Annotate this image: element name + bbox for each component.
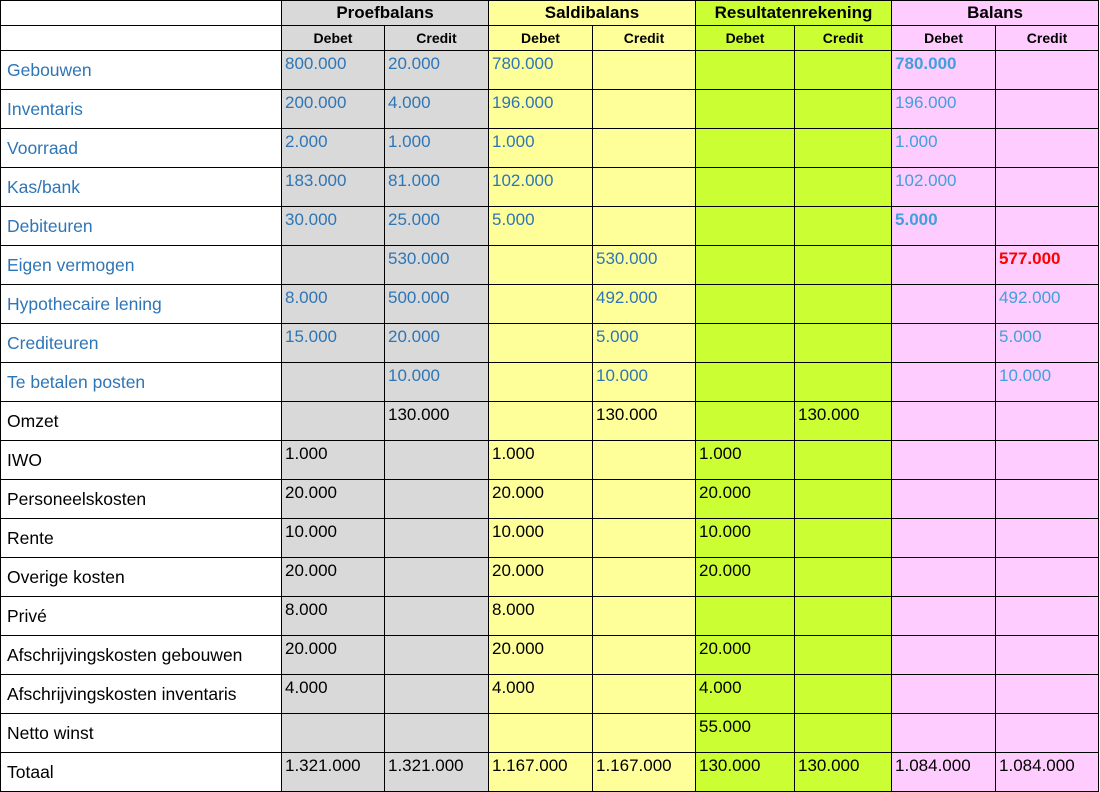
cell-proefbalans-debet — [282, 363, 385, 402]
cell-resultatenrekening-debet: 4.000 — [696, 675, 795, 714]
cell-resultatenrekening-debet — [696, 363, 795, 402]
cell-proefbalans-debet: 8.000 — [282, 285, 385, 324]
cell-resultatenrekening-credit — [795, 246, 892, 285]
cell-proefbalans-credit — [385, 480, 489, 519]
cell-proefbalans-debet: 30.000 — [282, 207, 385, 246]
table-row — [1, 168, 1099, 207]
table-row — [1, 402, 1099, 441]
cell-proefbalans-credit: 25.000 — [385, 207, 489, 246]
cell-saldibalans-debet: 1.000 — [489, 441, 593, 480]
cell-saldibalans-credit: 130.000 — [593, 402, 696, 441]
row-label-hypothecaire-lening: Hypothecaire lening — [1, 285, 282, 324]
table-row — [1, 129, 1099, 168]
sub-header-debet: Debet — [696, 26, 795, 51]
cell-resultatenrekening-credit — [795, 129, 892, 168]
cell-saldibalans-debet: 10.000 — [489, 519, 593, 558]
cell-saldibalans-debet: 196.000 — [489, 90, 593, 129]
sub-header-debet: Debet — [892, 26, 996, 51]
group-header-resultatenrekening: Resultatenrekening — [696, 1, 892, 26]
group-header-proefbalans: Proefbalans — [282, 1, 489, 26]
cell-resultatenrekening-debet — [696, 168, 795, 207]
cell-balans-debet: 102.000 — [892, 168, 996, 207]
cell-balans-debet — [892, 285, 996, 324]
cell-balans-debet: 1.000 — [892, 129, 996, 168]
cell-resultatenrekening-debet — [696, 90, 795, 129]
cell-proefbalans-credit: 10.000 — [385, 363, 489, 402]
cell-proefbalans-credit — [385, 441, 489, 480]
table-row — [1, 714, 1099, 753]
cell-saldibalans-credit — [593, 636, 696, 675]
cell-saldibalans-credit — [593, 90, 696, 129]
sub-header-credit: Credit — [996, 26, 1099, 51]
cell-resultatenrekening-debet — [696, 285, 795, 324]
cell-proefbalans-debet — [282, 246, 385, 285]
corner-cell-2 — [1, 26, 282, 51]
cell-balans-debet — [892, 480, 996, 519]
cell-balans-credit — [996, 441, 1099, 480]
sub-header-debet: Debet — [489, 26, 593, 51]
cell-balans-debet — [892, 441, 996, 480]
cell-resultatenrekening-debet — [696, 324, 795, 363]
cell-balans-debet: 780.000 — [892, 51, 996, 90]
corner-cell — [1, 1, 282, 26]
cell-resultatenrekening-credit — [795, 636, 892, 675]
cell-proefbalans-debet — [282, 714, 385, 753]
cell-saldibalans-debet: 5.000 — [489, 207, 593, 246]
cell-saldibalans-debet: 1.167.000 — [489, 753, 593, 792]
cell-resultatenrekening-credit: 130.000 — [795, 753, 892, 792]
cell-balans-credit — [996, 480, 1099, 519]
cell-resultatenrekening-credit — [795, 324, 892, 363]
cell-saldibalans-credit — [593, 714, 696, 753]
cell-proefbalans-credit — [385, 636, 489, 675]
cell-proefbalans-credit: 20.000 — [385, 324, 489, 363]
cell-proefbalans-debet — [282, 402, 385, 441]
cell-balans-credit — [996, 714, 1099, 753]
cell-saldibalans-credit — [593, 168, 696, 207]
cell-resultatenrekening-credit — [795, 597, 892, 636]
row-label-personeelskosten: Personeelskosten — [1, 480, 282, 519]
cell-saldibalans-debet — [489, 285, 593, 324]
cell-saldibalans-credit — [593, 129, 696, 168]
cell-proefbalans-debet: 200.000 — [282, 90, 385, 129]
cell-resultatenrekening-debet: 130.000 — [696, 753, 795, 792]
table-row — [1, 51, 1099, 90]
cell-balans-credit — [996, 636, 1099, 675]
table-row — [1, 558, 1099, 597]
cell-proefbalans-credit: 130.000 — [385, 402, 489, 441]
cell-proefbalans-debet: 4.000 — [282, 675, 385, 714]
cell-saldibalans-debet — [489, 324, 593, 363]
row-label-afschrijvingskosten-gebouwen: Afschrijvingskosten gebouwen — [1, 636, 282, 675]
cell-resultatenrekening-debet — [696, 207, 795, 246]
cell-saldibalans-credit — [593, 207, 696, 246]
sub-header-credit: Credit — [385, 26, 489, 51]
cell-saldibalans-credit — [593, 558, 696, 597]
cell-balans-debet — [892, 402, 996, 441]
cell-saldibalans-credit — [593, 597, 696, 636]
cell-balans-credit — [996, 129, 1099, 168]
cell-saldibalans-credit: 5.000 — [593, 324, 696, 363]
cell-resultatenrekening-credit — [795, 51, 892, 90]
table-row — [1, 597, 1099, 636]
row-label-kas-bank: Kas/bank — [1, 168, 282, 207]
cell-resultatenrekening-credit — [795, 558, 892, 597]
cell-proefbalans-debet: 20.000 — [282, 480, 385, 519]
row-label-gebouwen: Gebouwen — [1, 51, 282, 90]
cell-balans-credit — [996, 207, 1099, 246]
group-header-balans: Balans — [892, 1, 1099, 26]
group-header-saldibalans: Saldibalans — [489, 1, 696, 26]
cell-balans-credit — [996, 168, 1099, 207]
cell-resultatenrekening-credit — [795, 207, 892, 246]
cell-resultatenrekening-credit — [795, 363, 892, 402]
cell-balans-credit — [996, 402, 1099, 441]
row-label-iwo: IWO — [1, 441, 282, 480]
cell-resultatenrekening-credit — [795, 480, 892, 519]
table-row — [1, 480, 1099, 519]
cell-resultatenrekening-debet: 20.000 — [696, 558, 795, 597]
cell-resultatenrekening-debet — [696, 129, 795, 168]
row-label-crediteuren: Crediteuren — [1, 324, 282, 363]
table-row — [1, 363, 1099, 402]
cell-resultatenrekening-debet: 10.000 — [696, 519, 795, 558]
cell-proefbalans-debet: 10.000 — [282, 519, 385, 558]
table-row — [1, 636, 1099, 675]
cell-proefbalans-debet: 800.000 — [282, 51, 385, 90]
cell-proefbalans-debet: 1.000 — [282, 441, 385, 480]
cell-saldibalans-credit — [593, 480, 696, 519]
cell-saldibalans-credit — [593, 51, 696, 90]
row-label-omzet: Omzet — [1, 402, 282, 441]
row-label-rente: Rente — [1, 519, 282, 558]
row-label-inventaris: Inventaris — [1, 90, 282, 129]
cell-proefbalans-debet: 183.000 — [282, 168, 385, 207]
cell-balans-credit: 492.000 — [996, 285, 1099, 324]
row-label-te-betalen-posten: Te betalen posten — [1, 363, 282, 402]
cell-proefbalans-credit: 20.000 — [385, 51, 489, 90]
table-row — [1, 441, 1099, 480]
cell-balans-credit — [996, 519, 1099, 558]
row-label-afschrijvingskosten-inventaris: Afschrijvingskosten inventaris — [1, 675, 282, 714]
cell-balans-debet — [892, 558, 996, 597]
table-row — [1, 519, 1099, 558]
cell-saldibalans-credit: 530.000 — [593, 246, 696, 285]
cell-proefbalans-credit: 1.000 — [385, 129, 489, 168]
cell-balans-debet: 5.000 — [892, 207, 996, 246]
table-row — [1, 207, 1099, 246]
sub-header-row — [1, 26, 1099, 51]
cell-proefbalans-credit — [385, 675, 489, 714]
cell-balans-credit: 10.000 — [996, 363, 1099, 402]
cell-proefbalans-credit: 81.000 — [385, 168, 489, 207]
cell-saldibalans-debet — [489, 402, 593, 441]
cell-balans-debet — [892, 675, 996, 714]
cell-resultatenrekening-debet: 1.000 — [696, 441, 795, 480]
table-row — [1, 246, 1099, 285]
cell-saldibalans-debet: 20.000 — [489, 480, 593, 519]
cell-proefbalans-debet: 2.000 — [282, 129, 385, 168]
cell-balans-debet — [892, 636, 996, 675]
cell-saldibalans-debet — [489, 246, 593, 285]
cell-balans-credit: 5.000 — [996, 324, 1099, 363]
cell-saldibalans-credit — [593, 519, 696, 558]
cell-resultatenrekening-debet — [696, 597, 795, 636]
cell-resultatenrekening-credit: 130.000 — [795, 402, 892, 441]
row-label-netto-winst: Netto winst — [1, 714, 282, 753]
cell-balans-credit: 577.000 — [996, 246, 1099, 285]
cell-resultatenrekening-debet — [696, 402, 795, 441]
table-row — [1, 285, 1099, 324]
cell-proefbalans-credit — [385, 558, 489, 597]
cell-proefbalans-credit: 530.000 — [385, 246, 489, 285]
row-label-prive: Privé — [1, 597, 282, 636]
cell-balans-credit: 1.084.000 — [996, 753, 1099, 792]
cell-proefbalans-credit: 500.000 — [385, 285, 489, 324]
cell-balans-debet: 1.084.000 — [892, 753, 996, 792]
cell-saldibalans-credit — [593, 441, 696, 480]
cell-resultatenrekening-debet — [696, 51, 795, 90]
cell-balans-debet — [892, 597, 996, 636]
cell-resultatenrekening-debet — [696, 246, 795, 285]
cell-proefbalans-credit — [385, 714, 489, 753]
cell-proefbalans-debet: 15.000 — [282, 324, 385, 363]
cell-resultatenrekening-debet: 20.000 — [696, 480, 795, 519]
cell-balans-credit — [996, 597, 1099, 636]
cell-resultatenrekening-credit — [795, 90, 892, 129]
table-row — [1, 90, 1099, 129]
cell-resultatenrekening-credit — [795, 714, 892, 753]
cell-proefbalans-debet: 1.321.000 — [282, 753, 385, 792]
cell-resultatenrekening-credit — [795, 285, 892, 324]
cell-saldibalans-debet: 102.000 — [489, 168, 593, 207]
cell-saldibalans-credit: 1.167.000 — [593, 753, 696, 792]
cell-balans-credit — [996, 558, 1099, 597]
cell-balans-debet — [892, 246, 996, 285]
cell-proefbalans-credit: 1.321.000 — [385, 753, 489, 792]
cell-balans-debet: 196.000 — [892, 90, 996, 129]
cell-saldibalans-debet: 8.000 — [489, 597, 593, 636]
cell-proefbalans-debet: 20.000 — [282, 558, 385, 597]
cell-balans-debet — [892, 519, 996, 558]
row-label-totaal: Totaal — [1, 753, 282, 792]
table-row — [1, 753, 1099, 792]
cell-resultatenrekening-credit — [795, 441, 892, 480]
cell-saldibalans-credit — [593, 675, 696, 714]
worksheet-body — [1, 1, 1099, 792]
cell-balans-credit — [996, 51, 1099, 90]
cell-proefbalans-debet: 8.000 — [282, 597, 385, 636]
row-label-voorraad: Voorraad — [1, 129, 282, 168]
cell-balans-credit — [996, 90, 1099, 129]
cell-resultatenrekening-debet: 55.000 — [696, 714, 795, 753]
row-label-overige-kosten: Overige kosten — [1, 558, 282, 597]
cell-proefbalans-credit — [385, 597, 489, 636]
cell-proefbalans-credit — [385, 519, 489, 558]
cell-saldibalans-debet: 4.000 — [489, 675, 593, 714]
cell-saldibalans-debet: 780.000 — [489, 51, 593, 90]
cell-saldibalans-debet: 20.000 — [489, 558, 593, 597]
cell-proefbalans-credit: 4.000 — [385, 90, 489, 129]
cell-saldibalans-credit: 492.000 — [593, 285, 696, 324]
table-row — [1, 324, 1099, 363]
row-label-debiteuren: Debiteuren — [1, 207, 282, 246]
cell-resultatenrekening-credit — [795, 168, 892, 207]
table-row — [1, 675, 1099, 714]
sub-header-credit: Credit — [795, 26, 892, 51]
cell-saldibalans-debet: 1.000 — [489, 129, 593, 168]
cell-balans-debet — [892, 714, 996, 753]
sub-header-debet: Debet — [282, 26, 385, 51]
row-label-eigen-vermogen: Eigen vermogen — [1, 246, 282, 285]
cell-proefbalans-debet: 20.000 — [282, 636, 385, 675]
cell-balans-debet — [892, 324, 996, 363]
cell-resultatenrekening-credit — [795, 675, 892, 714]
cell-saldibalans-debet — [489, 714, 593, 753]
cell-saldibalans-debet — [489, 363, 593, 402]
cell-saldibalans-credit: 10.000 — [593, 363, 696, 402]
cell-saldibalans-debet: 20.000 — [489, 636, 593, 675]
group-header-row — [1, 1, 1099, 26]
cell-balans-debet — [892, 363, 996, 402]
cell-balans-credit — [996, 675, 1099, 714]
cell-resultatenrekening-debet: 20.000 — [696, 636, 795, 675]
cell-resultatenrekening-credit — [795, 519, 892, 558]
sub-header-credit: Credit — [593, 26, 696, 51]
